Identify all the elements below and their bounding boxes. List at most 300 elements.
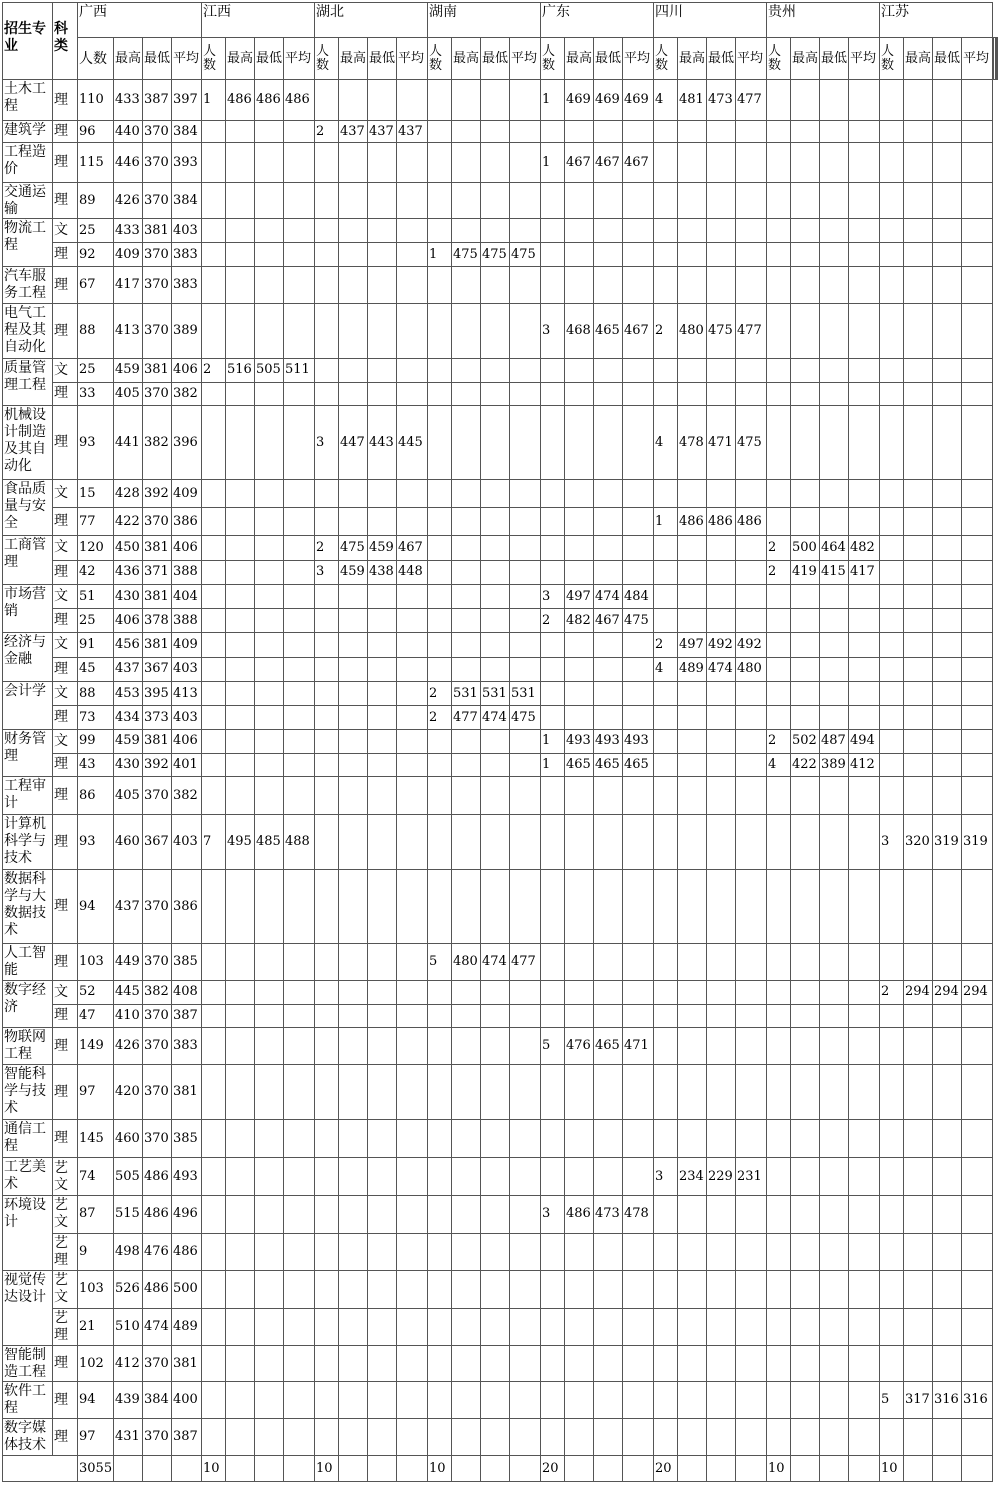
score-cell: 412 <box>114 1346 143 1382</box>
score-cell <box>849 981 880 1005</box>
score-cell <box>933 121 962 143</box>
score-cell <box>428 1346 452 1382</box>
score-cell <box>707 1120 736 1158</box>
score-cell: 480 <box>678 304 707 359</box>
table-row <box>3 609 998 633</box>
score-cell <box>339 981 368 1005</box>
empty-cell <box>791 1456 820 1482</box>
score-cell <box>397 657 428 682</box>
score-cell <box>623 508 654 536</box>
score-cell <box>904 480 933 508</box>
score-cell <box>820 1158 849 1196</box>
score-cell <box>962 682 993 706</box>
score-cell <box>623 944 654 981</box>
score-cell <box>284 243 315 267</box>
province-header-guangxi: 广西 <box>78 3 202 38</box>
subheader-max: 最高 <box>226 38 255 80</box>
score-cell: 42 <box>78 560 114 585</box>
score-cell: 497 <box>678 633 707 658</box>
score-cell <box>315 1308 339 1346</box>
subheader-count: 人数 <box>315 38 339 80</box>
score-cell <box>678 730 707 754</box>
score-cell <box>510 1028 541 1065</box>
score-cell <box>315 753 339 777</box>
score-cell <box>226 1196 255 1234</box>
score-cell <box>849 1004 880 1028</box>
empty-cell <box>623 1456 654 1482</box>
score-cell: 446 <box>114 143 143 183</box>
score-cell <box>820 480 849 508</box>
score-cell <box>428 1271 452 1309</box>
category-cell: 文 <box>53 981 78 1005</box>
table-row <box>3 80 998 121</box>
score-cell: 468 <box>565 304 594 359</box>
score-cell <box>849 777 880 815</box>
subheader-min: 最低 <box>820 38 849 80</box>
score-cell <box>397 753 428 777</box>
score-cell <box>623 1382 654 1419</box>
score-cell <box>481 633 510 658</box>
subheader-avg: 平均 <box>172 38 202 80</box>
score-cell <box>255 981 284 1005</box>
score-cell <box>820 777 849 815</box>
category-cell: 艺理 <box>53 1308 78 1346</box>
score-cell <box>904 657 933 682</box>
score-cell <box>452 219 481 243</box>
subheader-count: 人数 <box>202 38 226 80</box>
score-cell <box>654 730 678 754</box>
table-row <box>3 1004 998 1028</box>
score-cell: 475 <box>510 243 541 267</box>
score-cell <box>678 706 707 730</box>
score-cell <box>226 1382 255 1419</box>
category-cell: 理 <box>53 870 78 944</box>
score-cell <box>541 682 565 706</box>
major-name: 软件工程 <box>3 1382 53 1419</box>
score-cell <box>255 143 284 183</box>
empty-cell <box>594 1456 623 1482</box>
subheader-count: 人数 <box>654 38 678 80</box>
score-cell <box>452 585 481 609</box>
score-cell <box>736 753 767 777</box>
score-cell: 486 <box>143 1271 172 1309</box>
score-cell: 387 <box>143 80 172 121</box>
score-cell: 485 <box>255 815 284 870</box>
score-cell <box>452 1308 481 1346</box>
score-cell: 486 <box>565 1196 594 1234</box>
score-cell: 45 <box>78 657 114 682</box>
score-cell: 395 <box>143 682 172 706</box>
score-cell <box>767 406 791 480</box>
score-cell: 497 <box>565 585 594 609</box>
score-cell <box>791 777 820 815</box>
score-cell <box>565 183 594 219</box>
score-cell <box>565 219 594 243</box>
score-cell <box>368 1028 397 1065</box>
major-name: 智能科学与技术 <box>3 1065 53 1120</box>
score-cell <box>594 480 623 508</box>
score-cell <box>820 1233 849 1271</box>
score-cell <box>736 870 767 944</box>
score-cell <box>849 682 880 706</box>
score-cell <box>933 508 962 536</box>
province-header-guizhou: 贵州 <box>767 3 880 38</box>
score-cell <box>880 267 904 304</box>
score-cell <box>594 1308 623 1346</box>
score-cell <box>428 1382 452 1419</box>
score-cell <box>226 1233 255 1271</box>
score-cell: 370 <box>143 267 172 304</box>
score-cell: 381 <box>143 536 172 561</box>
score-cell: 482 <box>565 609 594 633</box>
score-cell: 381 <box>143 633 172 658</box>
score-cell <box>880 1271 904 1309</box>
score-cell <box>397 633 428 658</box>
score-cell: 4 <box>654 657 678 682</box>
score-cell <box>623 1004 654 1028</box>
score-cell <box>767 1419 791 1456</box>
score-cell: 437 <box>339 121 368 143</box>
score-cell <box>428 382 452 406</box>
score-cell: 406 <box>172 730 202 754</box>
score-cell <box>368 183 397 219</box>
score-cell <box>933 143 962 183</box>
score-cell <box>849 1158 880 1196</box>
score-cell <box>791 219 820 243</box>
score-cell: 475 <box>452 243 481 267</box>
score-cell <box>452 981 481 1005</box>
subheader-count: 人数 <box>767 38 791 80</box>
score-cell <box>226 560 255 585</box>
score-cell <box>428 777 452 815</box>
score-cell <box>962 1004 993 1028</box>
score-cell <box>339 508 368 536</box>
score-cell <box>428 406 452 480</box>
score-cell <box>339 267 368 304</box>
score-cell <box>565 359 594 383</box>
score-cell <box>428 536 452 561</box>
score-cell <box>565 508 594 536</box>
score-cell: 459 <box>368 536 397 561</box>
score-cell <box>962 359 993 383</box>
score-cell <box>962 536 993 561</box>
category-cell: 文 <box>53 219 78 243</box>
score-cell <box>933 80 962 121</box>
score-cell <box>202 536 226 561</box>
total-count-cell: 10 <box>202 1456 226 1482</box>
score-cell <box>933 706 962 730</box>
score-cell <box>678 1346 707 1382</box>
score-cell <box>707 585 736 609</box>
score-cell <box>820 143 849 183</box>
score-cell <box>339 480 368 508</box>
score-cell <box>849 1120 880 1158</box>
score-cell <box>933 1419 962 1456</box>
score-cell: 96 <box>78 121 114 143</box>
score-cell <box>541 1233 565 1271</box>
score-cell <box>481 304 510 359</box>
score-cell <box>678 1308 707 1346</box>
score-cell <box>678 359 707 383</box>
score-cell <box>315 777 339 815</box>
score-cell <box>226 706 255 730</box>
score-cell <box>202 1308 226 1346</box>
score-cell <box>904 406 933 480</box>
score-cell <box>541 1158 565 1196</box>
score-cell: 413 <box>114 304 143 359</box>
category-cell: 艺文 <box>53 1196 78 1234</box>
score-cell <box>428 1308 452 1346</box>
score-cell <box>791 1419 820 1456</box>
table-row <box>3 657 998 682</box>
score-cell <box>226 682 255 706</box>
score-cell <box>707 536 736 561</box>
score-cell <box>202 1004 226 1028</box>
score-cell <box>767 1028 791 1065</box>
score-cell: 486 <box>255 80 284 121</box>
score-cell <box>202 633 226 658</box>
major-name: 财务管理 <box>3 730 53 777</box>
score-cell: 467 <box>565 143 594 183</box>
score-cell <box>315 706 339 730</box>
score-cell <box>481 80 510 121</box>
score-cell <box>849 1028 880 1065</box>
score-cell <box>904 870 933 944</box>
score-cell <box>428 730 452 754</box>
score-cell <box>315 480 339 508</box>
score-cell <box>428 981 452 1005</box>
score-cell <box>452 609 481 633</box>
category-cell: 艺文 <box>53 1271 78 1309</box>
score-cell <box>678 1028 707 1065</box>
score-cell <box>339 777 368 815</box>
score-cell: 422 <box>791 753 820 777</box>
score-cell <box>654 1196 678 1234</box>
score-cell <box>284 730 315 754</box>
score-cell <box>933 777 962 815</box>
empty-cell <box>368 1456 397 1482</box>
score-cell <box>880 1233 904 1271</box>
score-cell <box>962 1196 993 1234</box>
score-cell <box>226 1271 255 1309</box>
score-cell <box>933 1004 962 1028</box>
score-cell <box>962 480 993 508</box>
score-cell <box>452 267 481 304</box>
score-cell <box>791 944 820 981</box>
score-cell <box>820 633 849 658</box>
empty-cell <box>226 1456 255 1482</box>
score-cell <box>339 1065 368 1120</box>
score-cell <box>368 944 397 981</box>
score-cell <box>933 183 962 219</box>
table-row <box>3 1196 998 1234</box>
score-cell <box>226 1065 255 1120</box>
score-cell <box>481 657 510 682</box>
score-cell: 467 <box>397 536 428 561</box>
subheader-avg: 平均 <box>849 38 880 80</box>
score-cell <box>368 304 397 359</box>
subheader-avg <box>996 38 997 80</box>
score-cell <box>767 1308 791 1346</box>
score-cell <box>707 753 736 777</box>
score-cell <box>880 706 904 730</box>
score-cell <box>849 143 880 183</box>
score-cell <box>880 657 904 682</box>
score-cell <box>284 981 315 1005</box>
score-cell <box>820 359 849 383</box>
score-cell: 370 <box>143 304 172 359</box>
score-cell <box>368 870 397 944</box>
score-cell <box>202 1065 226 1120</box>
score-cell <box>481 585 510 609</box>
score-cell <box>849 267 880 304</box>
score-cell <box>565 1346 594 1382</box>
score-cell <box>767 682 791 706</box>
score-cell <box>368 682 397 706</box>
score-cell: 492 <box>707 633 736 658</box>
score-cell: 103 <box>78 1271 114 1309</box>
score-cell: 381 <box>143 359 172 383</box>
score-cell <box>510 1004 541 1028</box>
score-cell: 87 <box>78 1196 114 1234</box>
score-cell <box>284 536 315 561</box>
score-cell <box>623 1065 654 1120</box>
score-cell <box>565 870 594 944</box>
score-cell <box>255 633 284 658</box>
score-cell <box>849 609 880 633</box>
score-cell: 471 <box>707 406 736 480</box>
score-cell: 1 <box>428 243 452 267</box>
score-cell <box>736 143 767 183</box>
score-cell <box>791 1120 820 1158</box>
score-cell <box>565 777 594 815</box>
score-cell <box>510 1065 541 1120</box>
score-cell <box>510 1419 541 1456</box>
score-cell <box>428 1158 452 1196</box>
score-cell: 498 <box>114 1233 143 1271</box>
score-cell <box>255 1004 284 1028</box>
category-cell: 理 <box>53 183 78 219</box>
score-cell <box>962 657 993 682</box>
score-cell <box>452 382 481 406</box>
score-cell <box>791 80 820 121</box>
score-cell: 370 <box>143 1004 172 1028</box>
score-cell <box>565 382 594 406</box>
score-cell <box>736 1028 767 1065</box>
subheader-avg: 平均 <box>510 38 541 80</box>
score-cell <box>226 777 255 815</box>
score-cell <box>880 359 904 383</box>
score-cell: 456 <box>114 633 143 658</box>
score-cell <box>226 183 255 219</box>
score-cell <box>962 585 993 609</box>
score-cell <box>654 359 678 383</box>
score-cell <box>678 243 707 267</box>
score-cell <box>962 267 993 304</box>
score-cell <box>510 777 541 815</box>
score-cell <box>623 1308 654 1346</box>
score-cell: 450 <box>114 536 143 561</box>
score-cell <box>594 777 623 815</box>
score-cell <box>962 406 993 480</box>
score-cell <box>962 560 993 585</box>
table-row <box>3 382 998 406</box>
score-cell: 2 <box>767 536 791 561</box>
score-cell <box>481 815 510 870</box>
table-row <box>3 944 998 981</box>
score-cell: 453 <box>114 682 143 706</box>
score-cell <box>904 1419 933 1456</box>
score-cell <box>284 585 315 609</box>
score-cell <box>541 1382 565 1419</box>
score-cell <box>284 183 315 219</box>
score-cell <box>594 1382 623 1419</box>
score-cell <box>226 944 255 981</box>
score-cell <box>284 1004 315 1028</box>
score-cell <box>452 1196 481 1234</box>
score-cell: 370 <box>143 777 172 815</box>
score-cell: 392 <box>143 480 172 508</box>
score-cell <box>933 1196 962 1234</box>
score-cell <box>255 1158 284 1196</box>
score-cell: 511 <box>284 359 315 383</box>
score-cell: 2 <box>654 633 678 658</box>
score-cell <box>962 1419 993 1456</box>
score-cell <box>880 560 904 585</box>
score-cell <box>678 815 707 870</box>
score-cell <box>565 682 594 706</box>
score-cell <box>315 944 339 981</box>
score-cell <box>849 1196 880 1234</box>
subheader-min: 最低 <box>481 38 510 80</box>
score-cell <box>202 183 226 219</box>
score-cell: 476 <box>565 1028 594 1065</box>
score-cell <box>315 657 339 682</box>
empty-cell <box>904 1456 933 1482</box>
score-cell: 409 <box>172 633 202 658</box>
score-cell <box>397 730 428 754</box>
score-cell <box>933 480 962 508</box>
score-cell <box>654 870 678 944</box>
score-cell <box>767 870 791 944</box>
score-cell <box>933 944 962 981</box>
score-cell <box>428 585 452 609</box>
score-cell <box>397 480 428 508</box>
score-cell: 2 <box>767 560 791 585</box>
score-cell <box>678 1004 707 1028</box>
score-cell <box>315 1065 339 1120</box>
score-cell <box>791 1382 820 1419</box>
score-cell <box>428 267 452 304</box>
score-cell <box>767 815 791 870</box>
score-cell <box>315 870 339 944</box>
score-cell <box>397 1158 428 1196</box>
score-cell: 403 <box>172 219 202 243</box>
major-name: 工商管理 <box>3 536 53 585</box>
category-cell: 理 <box>53 609 78 633</box>
score-cell <box>736 585 767 609</box>
score-cell <box>202 508 226 536</box>
score-cell: 319 <box>933 815 962 870</box>
score-cell <box>880 143 904 183</box>
score-cell <box>565 121 594 143</box>
score-cell <box>736 706 767 730</box>
major-name: 数据科学与大数据技术 <box>3 870 53 944</box>
score-cell <box>654 585 678 609</box>
score-cell <box>623 682 654 706</box>
score-cell <box>368 777 397 815</box>
score-cell <box>397 1271 428 1309</box>
